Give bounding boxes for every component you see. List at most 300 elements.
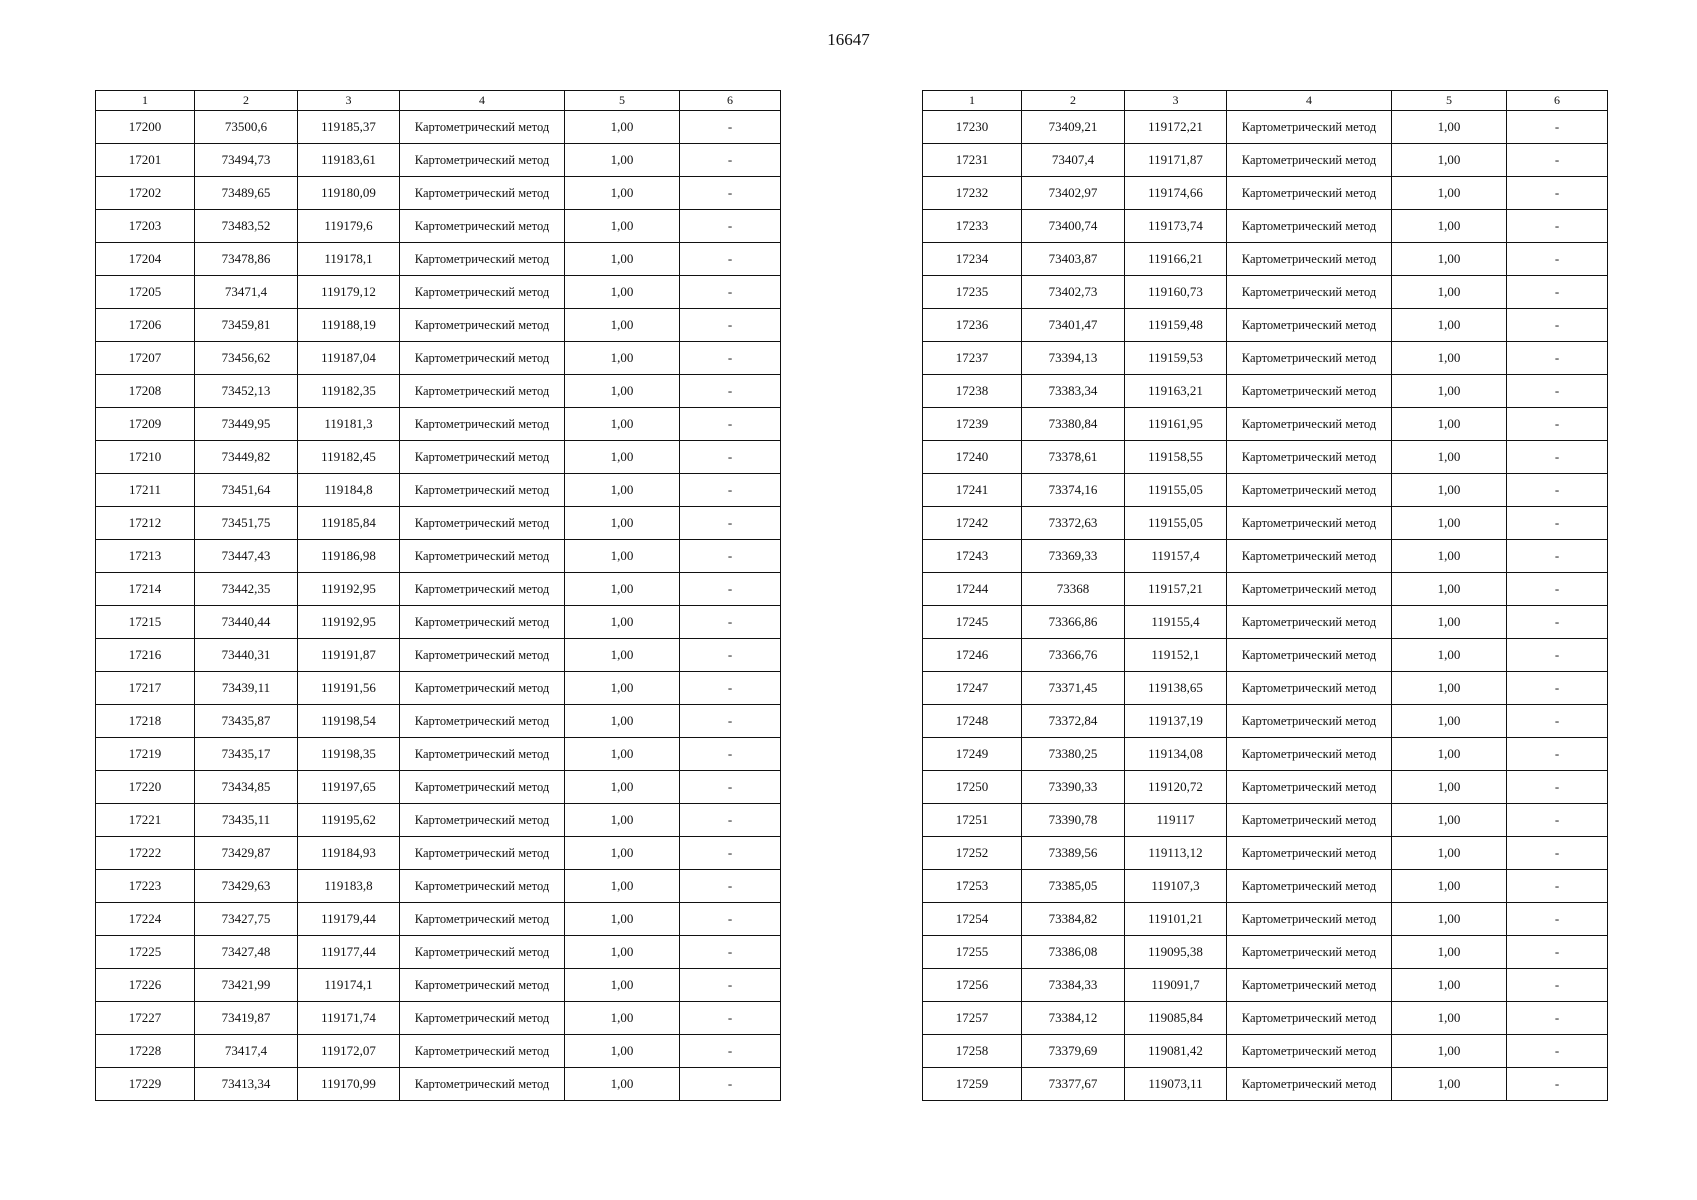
x-coordinate-cell: 73400,74 [1022, 210, 1125, 243]
column-header-6: 6 [1507, 91, 1608, 111]
y-coordinate-cell: 119091,7 [1125, 969, 1227, 1002]
accuracy-cell: 1,00 [1392, 1002, 1507, 1035]
y-coordinate-cell: 119179,12 [298, 276, 400, 309]
description-cell: - [1507, 408, 1608, 441]
accuracy-cell: 1,00 [565, 705, 680, 738]
method-cell: Картометрический метод [400, 1002, 565, 1035]
method-cell: Картометрический метод [1227, 243, 1392, 276]
point-number-cell: 17244 [923, 573, 1022, 606]
y-coordinate-cell: 119183,8 [298, 870, 400, 903]
x-coordinate-cell: 73384,12 [1022, 1002, 1125, 1035]
point-number-cell: 17255 [923, 936, 1022, 969]
description-cell: - [1507, 903, 1608, 936]
y-coordinate-cell: 119181,3 [298, 408, 400, 441]
accuracy-cell: 1,00 [565, 1035, 680, 1068]
point-number-cell: 17232 [923, 177, 1022, 210]
y-coordinate-cell: 119179,44 [298, 903, 400, 936]
description-cell: - [680, 1068, 781, 1101]
point-number-cell: 17214 [96, 573, 195, 606]
x-coordinate-cell: 73377,67 [1022, 1068, 1125, 1101]
column-header-1: 1 [923, 91, 1022, 111]
description-cell: - [1507, 969, 1608, 1002]
description-cell: - [680, 375, 781, 408]
accuracy-cell: 1,00 [565, 243, 680, 276]
table-row [923, 507, 1608, 540]
x-coordinate-cell: 73384,33 [1022, 969, 1125, 1002]
table-row [96, 903, 781, 936]
accuracy-cell: 1,00 [1392, 144, 1507, 177]
method-cell: Картометрический метод [400, 507, 565, 540]
description-cell: - [1507, 111, 1608, 144]
method-cell: Картометрический метод [1227, 276, 1392, 309]
column-header-5: 5 [1392, 91, 1507, 111]
point-number-cell: 17200 [96, 111, 195, 144]
point-number-cell: 17226 [96, 969, 195, 1002]
x-coordinate-cell: 73379,69 [1022, 1035, 1125, 1068]
x-coordinate-cell: 73402,97 [1022, 177, 1125, 210]
method-cell: Картометрический метод [400, 111, 565, 144]
description-cell: - [680, 210, 781, 243]
point-number-cell: 17230 [923, 111, 1022, 144]
y-coordinate-cell: 119182,35 [298, 375, 400, 408]
method-cell: Картометрический метод [1227, 144, 1392, 177]
y-coordinate-cell: 119159,53 [1125, 342, 1227, 375]
point-number-cell: 17221 [96, 804, 195, 837]
method-cell: Картометрический метод [400, 540, 565, 573]
description-cell: - [1507, 1068, 1608, 1101]
method-cell: Картометрический метод [400, 1035, 565, 1068]
table-row [923, 210, 1608, 243]
point-number-cell: 17206 [96, 309, 195, 342]
accuracy-cell: 1,00 [565, 1068, 680, 1101]
y-coordinate-cell: 119161,95 [1125, 408, 1227, 441]
x-coordinate-cell: 73390,78 [1022, 804, 1125, 837]
x-coordinate-cell: 73385,05 [1022, 870, 1125, 903]
accuracy-cell: 1,00 [565, 144, 680, 177]
point-number-cell: 17218 [96, 705, 195, 738]
y-coordinate-cell: 119073,11 [1125, 1068, 1227, 1101]
accuracy-cell: 1,00 [1392, 507, 1507, 540]
y-coordinate-cell: 119107,3 [1125, 870, 1227, 903]
point-number-cell: 17252 [923, 837, 1022, 870]
accuracy-cell: 1,00 [1392, 342, 1507, 375]
method-cell: Картометрический метод [400, 375, 565, 408]
description-cell: - [1507, 804, 1608, 837]
x-coordinate-cell: 73413,34 [195, 1068, 298, 1101]
table-row [923, 276, 1608, 309]
y-coordinate-cell: 119157,4 [1125, 540, 1227, 573]
y-coordinate-cell: 119174,1 [298, 969, 400, 1002]
accuracy-cell: 1,00 [1392, 210, 1507, 243]
table-row [923, 474, 1608, 507]
y-coordinate-cell: 119191,87 [298, 639, 400, 672]
point-number-cell: 17253 [923, 870, 1022, 903]
y-coordinate-cell: 119152,1 [1125, 639, 1227, 672]
y-coordinate-cell: 119174,66 [1125, 177, 1227, 210]
point-number-cell: 17241 [923, 474, 1022, 507]
accuracy-cell: 1,00 [565, 342, 680, 375]
table-row [96, 606, 781, 639]
table-row [96, 573, 781, 606]
point-number-cell: 17239 [923, 408, 1022, 441]
table-row [96, 639, 781, 672]
x-coordinate-cell: 73447,43 [195, 540, 298, 573]
y-coordinate-cell: 119120,72 [1125, 771, 1227, 804]
accuracy-cell: 1,00 [565, 804, 680, 837]
description-cell: - [1507, 144, 1608, 177]
description-cell: - [680, 936, 781, 969]
method-cell: Картометрический метод [400, 243, 565, 276]
table-row [96, 837, 781, 870]
x-coordinate-cell: 73435,87 [195, 705, 298, 738]
description-cell: - [680, 573, 781, 606]
point-number-cell: 17247 [923, 672, 1022, 705]
table-row [96, 1035, 781, 1068]
description-cell: - [1507, 606, 1608, 639]
accuracy-cell: 1,00 [565, 540, 680, 573]
column-header-4: 4 [1227, 91, 1392, 111]
method-cell: Картометрический метод [400, 408, 565, 441]
column-header-2: 2 [1022, 91, 1125, 111]
point-number-cell: 17235 [923, 276, 1022, 309]
table-row [923, 936, 1608, 969]
x-coordinate-cell: 73435,17 [195, 738, 298, 771]
accuracy-cell: 1,00 [1392, 738, 1507, 771]
table-row [923, 969, 1608, 1002]
method-cell: Картометрический метод [400, 177, 565, 210]
point-number-cell: 17201 [96, 144, 195, 177]
accuracy-cell: 1,00 [565, 1002, 680, 1035]
method-cell: Картометрический метод [1227, 210, 1392, 243]
accuracy-cell: 1,00 [1392, 936, 1507, 969]
point-number-cell: 17250 [923, 771, 1022, 804]
description-cell: - [1507, 474, 1608, 507]
description-cell: - [1507, 936, 1608, 969]
table-row [923, 573, 1608, 606]
x-coordinate-cell: 73366,76 [1022, 639, 1125, 672]
point-number-cell: 17215 [96, 606, 195, 639]
y-coordinate-cell: 119198,35 [298, 738, 400, 771]
accuracy-cell: 1,00 [565, 408, 680, 441]
table-row [923, 309, 1608, 342]
y-coordinate-cell: 119192,95 [298, 606, 400, 639]
method-cell: Картометрический метод [1227, 606, 1392, 639]
y-coordinate-cell: 119163,21 [1125, 375, 1227, 408]
y-coordinate-cell: 119184,8 [298, 474, 400, 507]
description-cell: - [680, 705, 781, 738]
description-cell: - [680, 606, 781, 639]
point-number-cell: 17220 [96, 771, 195, 804]
description-cell: - [1507, 573, 1608, 606]
accuracy-cell: 1,00 [1392, 177, 1507, 210]
y-coordinate-cell: 119137,19 [1125, 705, 1227, 738]
table-row [96, 111, 781, 144]
table-row [96, 276, 781, 309]
point-number-cell: 17208 [96, 375, 195, 408]
description-cell: - [1507, 342, 1608, 375]
point-number-cell: 17209 [96, 408, 195, 441]
y-coordinate-cell: 119155,05 [1125, 507, 1227, 540]
description-cell: - [680, 672, 781, 705]
point-number-cell: 17225 [96, 936, 195, 969]
description-cell: - [680, 309, 781, 342]
accuracy-cell: 1,00 [565, 837, 680, 870]
accuracy-cell: 1,00 [565, 639, 680, 672]
table-row [923, 639, 1608, 672]
point-number-cell: 17258 [923, 1035, 1022, 1068]
accuracy-cell: 1,00 [565, 210, 680, 243]
y-coordinate-cell: 119138,65 [1125, 672, 1227, 705]
table-row [96, 243, 781, 276]
x-coordinate-cell: 73372,84 [1022, 705, 1125, 738]
description-cell: - [1507, 540, 1608, 573]
y-coordinate-cell: 119191,56 [298, 672, 400, 705]
method-cell: Картометрический метод [1227, 738, 1392, 771]
description-cell: - [1507, 639, 1608, 672]
method-cell: Картометрический метод [1227, 1035, 1392, 1068]
table-row [923, 705, 1608, 738]
y-coordinate-cell: 119172,07 [298, 1035, 400, 1068]
y-coordinate-cell: 119155,05 [1125, 474, 1227, 507]
y-coordinate-cell: 119197,65 [298, 771, 400, 804]
method-cell: Картометрический метод [400, 804, 565, 837]
y-coordinate-cell: 119117 [1125, 804, 1227, 837]
table-row [96, 1002, 781, 1035]
method-cell: Картометрический метод [1227, 540, 1392, 573]
x-coordinate-cell: 73366,86 [1022, 606, 1125, 639]
method-cell: Картометрический метод [400, 969, 565, 1002]
accuracy-cell: 1,00 [565, 276, 680, 309]
x-coordinate-cell: 73489,65 [195, 177, 298, 210]
table-row [96, 144, 781, 177]
point-number-cell: 17217 [96, 672, 195, 705]
point-number-cell: 17240 [923, 441, 1022, 474]
method-cell: Картометрический метод [400, 309, 565, 342]
description-cell: - [680, 441, 781, 474]
description-cell: - [680, 837, 781, 870]
description-cell: - [680, 870, 781, 903]
table-row [96, 507, 781, 540]
point-number-cell: 17257 [923, 1002, 1022, 1035]
y-coordinate-cell: 119195,62 [298, 804, 400, 837]
method-cell: Картометрический метод [1227, 936, 1392, 969]
accuracy-cell: 1,00 [1392, 1068, 1507, 1101]
y-coordinate-cell: 119081,42 [1125, 1035, 1227, 1068]
table-row [923, 870, 1608, 903]
point-number-cell: 17242 [923, 507, 1022, 540]
accuracy-cell: 1,00 [565, 375, 680, 408]
x-coordinate-cell: 73500,6 [195, 111, 298, 144]
description-cell: - [1507, 1035, 1608, 1068]
y-coordinate-cell: 119171,74 [298, 1002, 400, 1035]
description-cell: - [680, 276, 781, 309]
accuracy-cell: 1,00 [565, 672, 680, 705]
description-cell: - [680, 969, 781, 1002]
accuracy-cell: 1,00 [1392, 111, 1507, 144]
x-coordinate-cell: 73440,44 [195, 606, 298, 639]
column-header-3: 3 [298, 91, 400, 111]
y-coordinate-cell: 119113,12 [1125, 837, 1227, 870]
x-coordinate-cell: 73407,4 [1022, 144, 1125, 177]
y-coordinate-cell: 119158,55 [1125, 441, 1227, 474]
method-cell: Картометрический метод [1227, 474, 1392, 507]
y-coordinate-cell: 119101,21 [1125, 903, 1227, 936]
x-coordinate-cell: 73478,86 [195, 243, 298, 276]
y-coordinate-cell: 119192,95 [298, 573, 400, 606]
x-coordinate-cell: 73421,99 [195, 969, 298, 1002]
table-row [923, 738, 1608, 771]
x-coordinate-cell: 73374,16 [1022, 474, 1125, 507]
x-coordinate-cell: 73386,08 [1022, 936, 1125, 969]
method-cell: Картометрический метод [400, 474, 565, 507]
point-number-cell: 17256 [923, 969, 1022, 1002]
method-cell: Картометрический метод [400, 276, 565, 309]
point-number-cell: 17229 [96, 1068, 195, 1101]
x-coordinate-cell: 73372,63 [1022, 507, 1125, 540]
y-coordinate-cell: 119172,21 [1125, 111, 1227, 144]
table-row [923, 606, 1608, 639]
point-number-cell: 17213 [96, 540, 195, 573]
x-coordinate-cell: 73380,84 [1022, 408, 1125, 441]
table-row [923, 540, 1608, 573]
accuracy-cell: 1,00 [1392, 837, 1507, 870]
point-number-cell: 17231 [923, 144, 1022, 177]
accuracy-cell: 1,00 [1392, 276, 1507, 309]
method-cell: Картометрический метод [400, 573, 565, 606]
point-number-cell: 17207 [96, 342, 195, 375]
point-number-cell: 17210 [96, 441, 195, 474]
point-number-cell: 17203 [96, 210, 195, 243]
accuracy-cell: 1,00 [1392, 243, 1507, 276]
table-row [96, 408, 781, 441]
description-cell: - [680, 738, 781, 771]
x-coordinate-cell: 73380,25 [1022, 738, 1125, 771]
x-coordinate-cell: 73440,31 [195, 639, 298, 672]
accuracy-cell: 1,00 [1392, 804, 1507, 837]
y-coordinate-cell: 119184,93 [298, 837, 400, 870]
y-coordinate-cell: 119160,73 [1125, 276, 1227, 309]
y-coordinate-cell: 119170,99 [298, 1068, 400, 1101]
header-row [923, 91, 1608, 111]
description-cell: - [1507, 870, 1608, 903]
description-cell: - [680, 177, 781, 210]
method-cell: Картометрический метод [400, 903, 565, 936]
x-coordinate-cell: 73417,4 [195, 1035, 298, 1068]
x-coordinate-cell: 73452,13 [195, 375, 298, 408]
table-row [923, 243, 1608, 276]
x-coordinate-cell: 73419,87 [195, 1002, 298, 1035]
description-cell: - [680, 804, 781, 837]
method-cell: Картометрический метод [400, 771, 565, 804]
point-number-cell: 17259 [923, 1068, 1022, 1101]
accuracy-cell: 1,00 [1392, 1035, 1507, 1068]
description-cell: - [1507, 441, 1608, 474]
method-cell: Картометрический метод [400, 1068, 565, 1101]
table-row [96, 1068, 781, 1101]
x-coordinate-cell: 73449,82 [195, 441, 298, 474]
method-cell: Картометрический метод [400, 837, 565, 870]
table-row [96, 870, 781, 903]
method-cell: Картометрический метод [1227, 870, 1392, 903]
x-coordinate-cell: 73449,95 [195, 408, 298, 441]
column-header-3: 3 [1125, 91, 1227, 111]
point-number-cell: 17251 [923, 804, 1022, 837]
accuracy-cell: 1,00 [565, 606, 680, 639]
point-number-cell: 17245 [923, 606, 1022, 639]
table-row [96, 969, 781, 1002]
accuracy-cell: 1,00 [565, 573, 680, 606]
accuracy-cell: 1,00 [1392, 672, 1507, 705]
y-coordinate-cell: 119095,38 [1125, 936, 1227, 969]
description-cell: - [1507, 672, 1608, 705]
point-number-cell: 17204 [96, 243, 195, 276]
description-cell: - [680, 342, 781, 375]
accuracy-cell: 1,00 [1392, 771, 1507, 804]
description-cell: - [680, 540, 781, 573]
table-row [923, 441, 1608, 474]
method-cell: Картометрический метод [400, 870, 565, 903]
point-number-cell: 17234 [923, 243, 1022, 276]
point-number-cell: 17216 [96, 639, 195, 672]
method-cell: Картометрический метод [1227, 1002, 1392, 1035]
x-coordinate-cell: 73371,45 [1022, 672, 1125, 705]
method-cell: Картометрический метод [1227, 969, 1392, 1002]
y-coordinate-cell: 119178,1 [298, 243, 400, 276]
y-coordinate-cell: 119157,21 [1125, 573, 1227, 606]
table-row [923, 672, 1608, 705]
method-cell: Картометрический метод [1227, 111, 1392, 144]
x-coordinate-cell: 73451,64 [195, 474, 298, 507]
x-coordinate-cell: 73435,11 [195, 804, 298, 837]
coordinates-table-left [95, 90, 781, 1101]
description-cell: - [680, 771, 781, 804]
method-cell: Картометрический метод [1227, 804, 1392, 837]
accuracy-cell: 1,00 [1392, 573, 1507, 606]
y-coordinate-cell: 119177,44 [298, 936, 400, 969]
table-row [96, 177, 781, 210]
accuracy-cell: 1,00 [1392, 540, 1507, 573]
description-cell: - [680, 507, 781, 540]
method-cell: Картометрический метод [400, 738, 565, 771]
point-number-cell: 17254 [923, 903, 1022, 936]
description-cell: - [680, 474, 781, 507]
x-coordinate-cell: 73471,4 [195, 276, 298, 309]
point-number-cell: 17237 [923, 342, 1022, 375]
x-coordinate-cell: 73369,33 [1022, 540, 1125, 573]
table-row [96, 309, 781, 342]
table-row [923, 375, 1608, 408]
y-coordinate-cell: 119185,37 [298, 111, 400, 144]
column-header-4: 4 [400, 91, 565, 111]
table-row [96, 672, 781, 705]
table-body [923, 111, 1608, 1101]
method-cell: Картометрический метод [400, 639, 565, 672]
method-cell: Картометрический метод [400, 606, 565, 639]
point-number-cell: 17224 [96, 903, 195, 936]
x-coordinate-cell: 73390,33 [1022, 771, 1125, 804]
y-coordinate-cell: 119188,19 [298, 309, 400, 342]
y-coordinate-cell: 119180,09 [298, 177, 400, 210]
accuracy-cell: 1,00 [565, 969, 680, 1002]
method-cell: Картометрический метод [1227, 705, 1392, 738]
point-number-cell: 17236 [923, 309, 1022, 342]
accuracy-cell: 1,00 [565, 870, 680, 903]
table-header [96, 91, 781, 111]
point-number-cell: 17243 [923, 540, 1022, 573]
x-coordinate-cell: 73384,82 [1022, 903, 1125, 936]
table-row [923, 1002, 1608, 1035]
method-cell: Картометрический метод [1227, 342, 1392, 375]
